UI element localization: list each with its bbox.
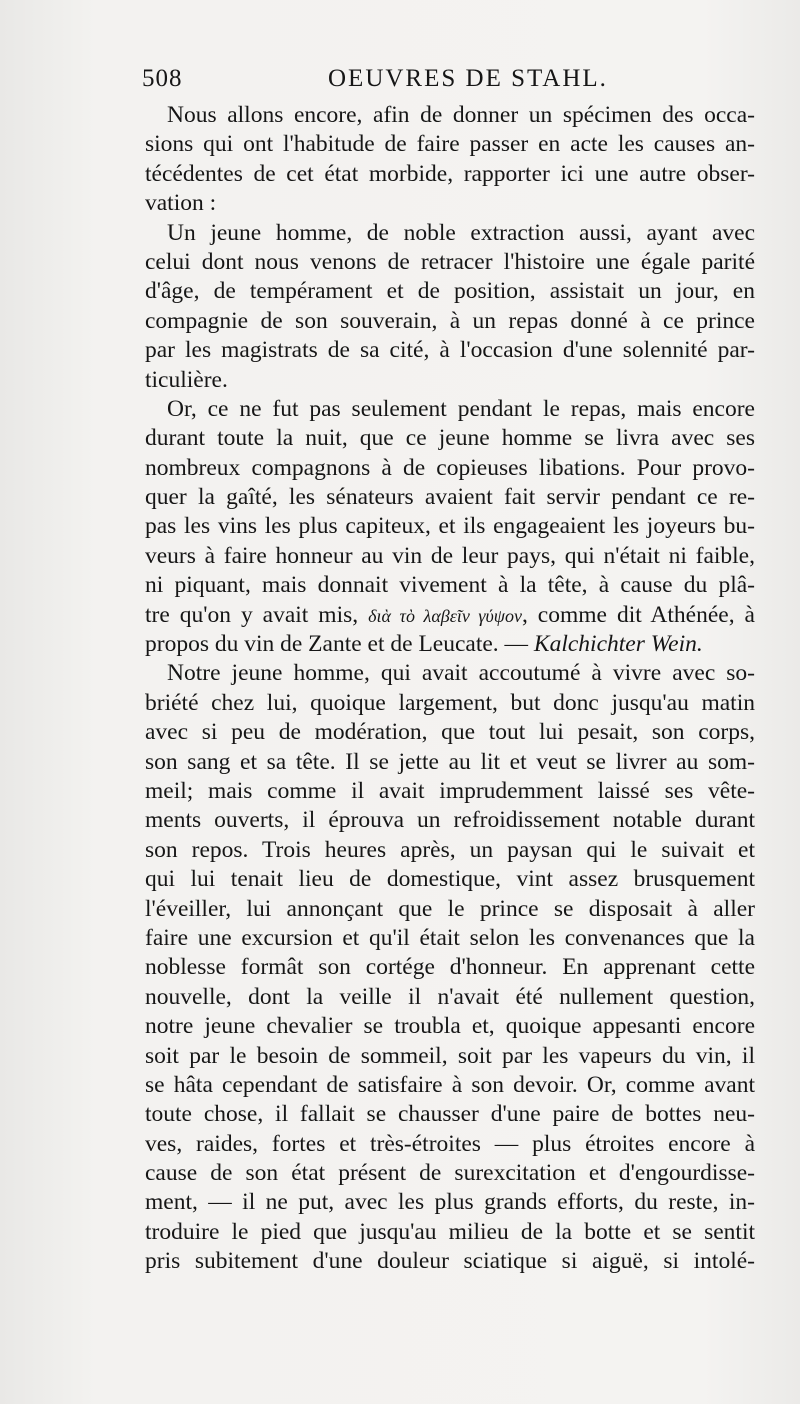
text-line: vation :	[145, 190, 217, 217]
text-line: soit par le besoin de sommeil, soit par les vapeurs du vin, il	[145, 1042, 755, 1069]
text-line: d'âge, de tempérament et de position, assistait un jour, en	[145, 278, 755, 305]
text-line: ments ouverts, il éprouva un refroidissement notable durant	[145, 807, 755, 834]
book-title: OEUVRES DE STAHL.	[328, 65, 608, 92]
text-line: ves, raides, fortes et très-étroites — plus étroites encore à	[145, 1130, 755, 1157]
text-line: avec si peu de modération, que tout lui pesait, son corps,	[145, 719, 755, 746]
text-line: par les magistrats de sa cité, à l'occasion d'une solennité par-	[145, 337, 755, 364]
text-line-greek-quote	[145, 601, 755, 630]
greek-quote: διὰ τὸ λαβεῖν γύψον	[368, 605, 522, 626]
text-line: ni piquant, mais donnait vivement à la tête, à cause du plâ-	[145, 572, 755, 599]
running-head	[142, 62, 752, 96]
text-line: ticulière.	[145, 366, 228, 393]
text-line: quer la gaîté, les sénateurs avaient fait servir pendant ce re-	[145, 484, 755, 511]
body-text	[145, 101, 755, 1277]
text-line: celui dont nous venons de retracer l'histoire une égale parité	[145, 248, 755, 275]
text-line: Nous allons encore, afin de donner un spécimen des occa-	[167, 102, 755, 128]
text-line: nouvelle, dont la veille il n'avait été nullement question,	[145, 983, 755, 1010]
text-segment: , comme dit Athénée, à	[521, 601, 755, 628]
text-line: briété chez lui, quoique largement, but donc jusqu'au matin	[145, 689, 755, 716]
text-line: qui lui tenait lieu de domestique, vint assez brusquement	[145, 866, 755, 893]
text-line: meil; mais comme il avait imprudemment laissé ses vête-	[145, 777, 755, 804]
text-line: l'éveiller, lui annonçant que le prince se disposait à aller	[145, 895, 755, 922]
text-line: Or, ce ne fut pas seulement pendant le repas, mais encore	[167, 395, 755, 422]
text-line: son repos. Trois heures après, un paysan qui le suivait et	[145, 836, 755, 863]
text-line: pas les vins les plus capiteux, et ils engageaient les joyeurs bu-	[145, 513, 755, 540]
text-line: técédentes de cet état morbide, rapporter ici une autre obser-	[145, 160, 755, 187]
text-line: cause de son état présent de surexcitation et d'engourdisse-	[145, 1160, 755, 1187]
italic-term: Kalchichter Wein.	[533, 631, 703, 658]
text-line: Un jeune homme, de noble extraction aussi, ayant avec	[167, 219, 755, 246]
text-line: se hâta cependant de satisfaire à son devoir. Or, comme avant	[145, 1071, 755, 1098]
text-line: nombreux compagnons à de copieuses libations. Pour provo-	[145, 454, 755, 481]
text-line-italic-term	[145, 630, 755, 659]
text-line: pris subitement d'une douleur sciatique si aiguë, si intolé-	[145, 1248, 755, 1275]
text-segment: propos du vin de Zante et de Leucate. —	[145, 631, 529, 658]
text-line: toute chose, il fallait se chausser d'une paire de bottes neu-	[145, 1101, 755, 1128]
text-line: Notre jeune homme, qui avait accoutumé à vivre avec so-	[167, 660, 755, 687]
text-line: veurs à faire honneur au vin de leur pays, qui n'était ni faible,	[145, 542, 755, 569]
page-number: 508	[142, 65, 183, 92]
text-line: ment, — il ne put, avec les plus grands efforts, du reste, in-	[145, 1189, 755, 1216]
text-line: faire une excursion et qu'il était selon les convenances que la	[145, 924, 755, 951]
text-line: troduire le pied que jusqu'au milieu de la botte et se sentit	[145, 1218, 755, 1245]
text-line: durant toute la nuit, que ce jeune homme se livra avec ses	[145, 425, 755, 452]
text-line: son sang et sa tête. Il se jette au lit et veut se livrer au som-	[145, 748, 755, 775]
text-line: sions qui ont l'habitude de faire passer en acte les causes an-	[145, 131, 755, 158]
text-line: notre jeune chevalier se troubla et, quoique appesanti encore	[145, 1013, 755, 1040]
text-line: compagnie de son souverain, à un repas donné à ce prince	[145, 307, 755, 334]
text-line: noblesse formât son cortége d'honneur. En apprenant cette	[145, 954, 755, 981]
text-segment: tre qu'on y avait mis,	[145, 601, 359, 628]
